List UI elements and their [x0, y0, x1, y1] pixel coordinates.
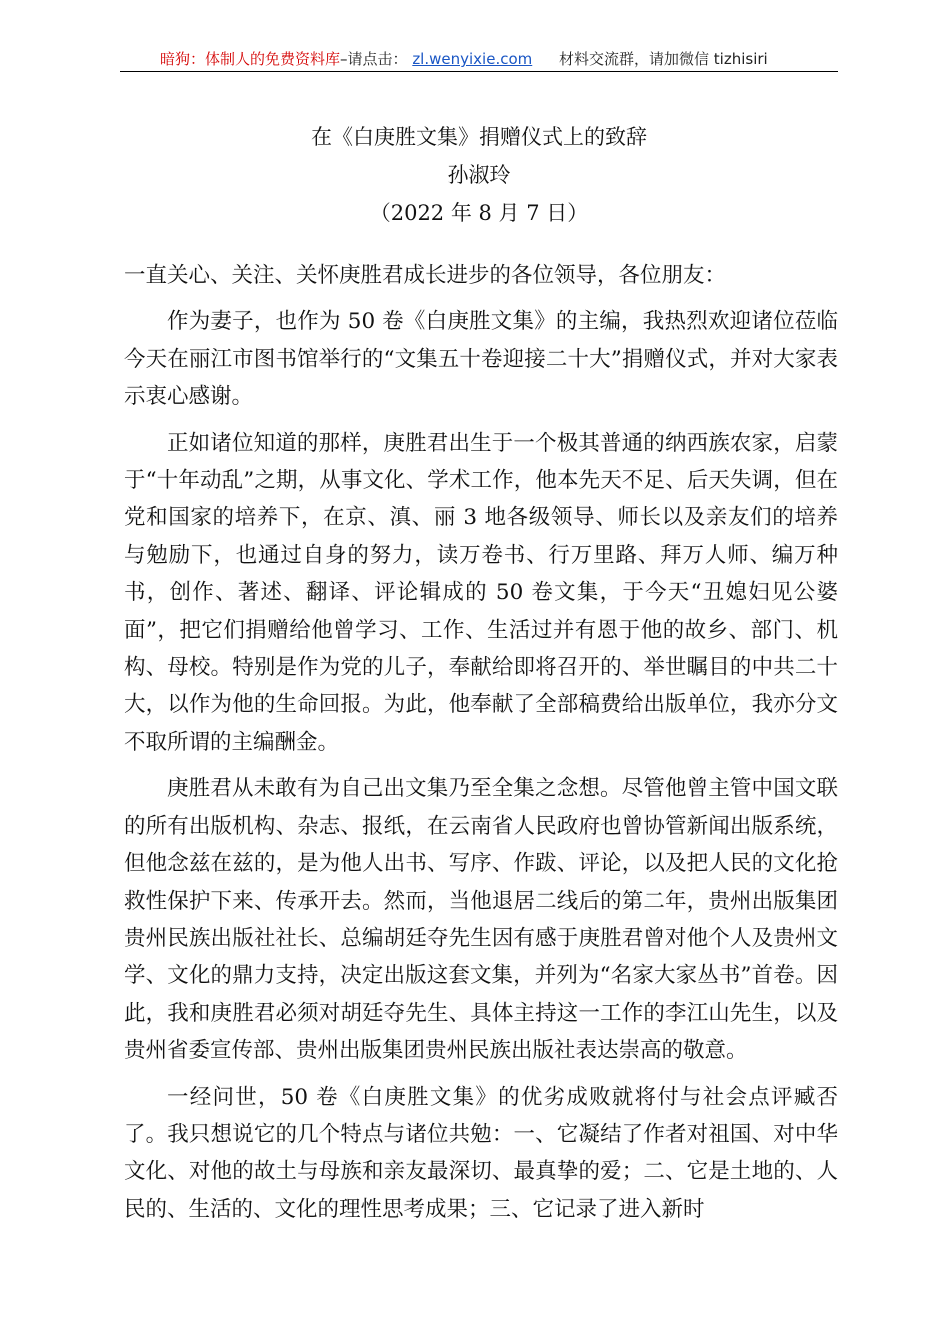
- header-contact: 材料交流群，请加微信 tizhisiri: [559, 50, 768, 68]
- paragraph: 庚胜君从未敢有为自己出文集乃至全集之念想。尽管他曾主管中国文联的所有出版机构、杂志、报纸，在云南省人民政府也曾协管新闻出版系统，但他念兹在兹的，是为他人出书、写序、作跋、评论，以及把人民的文化抢救性保护下来、传承开去。然而，当他退居二线后的第二年，贵州出版集团贵州民族出版社社长、总编胡廷夺先生因有感于庚胜君曾对他个人及贵州文学、文化的鼎力支持，决定出版这套文集，并列为“名家大家丛书”首卷。因此，我和庚胜君必须对胡廷夺先生、具体主持这一工作的李江山先生，以及贵州省委宣传部、贵州出版集团贵州民族出版社表达崇高的敬意。: [124, 776, 838, 1064]
- document-body: [124, 257, 838, 1237]
- header-prompt: –请点击：: [340, 50, 408, 68]
- paragraph: 正如诸位知道的那样，庚胜君出生于一个极其普通的纳西族农家，启蒙于“十年动乱”之期，从事文化、学术工作，他本先天不足、后天失调，但在党和国家的培养下，在京、滇、丽 3 地各级领导、师长以及亲友们的培养与勉励下，也通过自身的努力，读万卷书、行万里路、拜万人师、编万种书，创作、著述、翻译、评论辑成的 50 卷文集，于今天“丑媳妇见公婆面”，把它们捐赠给他曾学习、工作、生活过并有恩于他的故乡、部门、机构、母校。特别是作为党的儿子，奉献给即将召开的、举世瞩目的中共二十大，以作为他的生命回报。为此，他奉献了全部稿费给出版单位，我亦分文不取所谓的主编酬金。: [124, 430, 838, 755]
- paragraph: 一经问世，50 卷《白庚胜文集》的优劣成败就将付与社会点评臧否了。我只想说它的几个特点与诸位共勉：一、它凝结了作者对祖国、对中华文化、对他的故土与母族和亲友最深切、最真挚的爱；二、它是土地的、人民的、生活的、文化的理性思考成果；三、它记录了进入新时: [124, 1084, 838, 1222]
- page-header: [120, 46, 838, 72]
- header-brand: 暗狗：体制人的免费资料库: [160, 50, 341, 68]
- document-date: （2022 年 8 月 7 日）: [369, 201, 589, 225]
- paragraph: 作为妻子，也作为 50 卷《白庚胜文集》的主编，我热烈欢迎诸位莅临今天在丽江市图书馆举行的“文集五十卷迎接二十大”捐赠仪式，并对大家表示衷心感谢。: [124, 309, 838, 410]
- title-block: [120, 118, 838, 232]
- document-author: 孙淑玲: [447, 163, 511, 187]
- document-title: 在《白庚胜文集》捐赠仪式上的致辞: [311, 125, 647, 149]
- header-divider: [120, 71, 838, 72]
- header-link[interactable]: zl.wenyixie.com: [412, 50, 533, 68]
- salutation: 一直关心、关注、关怀庚胜君成长进步的各位领导，各位朋友：: [124, 263, 727, 288]
